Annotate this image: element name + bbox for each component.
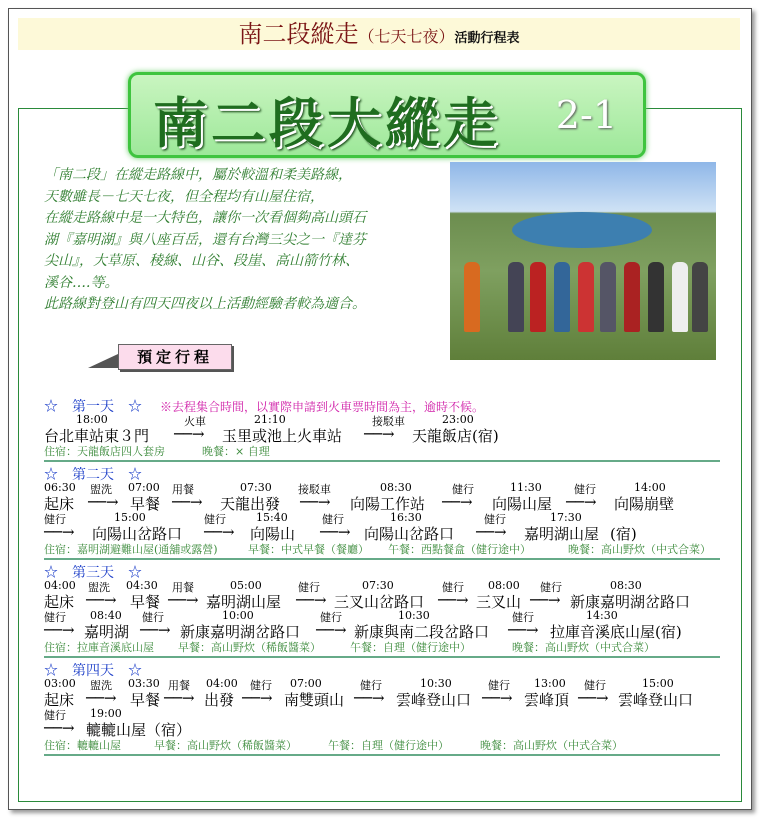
- route-item: ──→: [88, 493, 119, 511]
- time-label: 15:40: [256, 511, 288, 524]
- meal-item: 住宿：拉庫音溪底山屋: [44, 641, 154, 654]
- day-divider: [44, 656, 720, 658]
- route-item: ──→: [476, 523, 507, 541]
- hiker: [508, 262, 524, 332]
- route-item: 玉里或池上火車站: [222, 427, 343, 445]
- route-item: ──→: [364, 425, 395, 443]
- time-label: 健行: [44, 611, 66, 624]
- time-label: 健行: [540, 581, 562, 594]
- route-item: 拉庫音溪底山屋(宿): [550, 623, 682, 641]
- time-label: 07:00: [128, 481, 160, 494]
- hiker: [578, 262, 594, 332]
- route-item: ──→: [354, 689, 385, 707]
- lake-shape: [512, 212, 652, 248]
- time-label: 10:00: [222, 609, 254, 622]
- route-item: 三叉山: [476, 593, 522, 611]
- route-item: 起床: [44, 593, 75, 611]
- route-item: 新康與南二段岔路口: [354, 623, 490, 641]
- time-label: 健行: [484, 513, 506, 526]
- time-label: 盥洗: [90, 679, 112, 692]
- day-title: ☆ 第一天 ☆: [44, 399, 142, 415]
- route-item: 早餐: [130, 691, 161, 709]
- time-label: 18:00: [76, 413, 108, 426]
- day-heading: [44, 396, 734, 413]
- route-item: ──→: [508, 621, 539, 639]
- intro-line: 「南二段」在縱走路線中，屬於較溫和柔美路線，: [44, 167, 352, 183]
- time-label: 用餐: [168, 679, 190, 692]
- time-label: 健行: [320, 611, 342, 624]
- route-item: (宿): [610, 525, 637, 543]
- route-item: 嘉明湖山屋: [524, 525, 600, 543]
- route-item: 向陽崩壁: [614, 495, 675, 513]
- meal-item: 午餐：自理（健行途中）: [350, 641, 471, 654]
- day-divider: [44, 754, 720, 756]
- route-item: 三叉山岔路口: [334, 593, 425, 611]
- route-row: [44, 493, 734, 511]
- route-item: ──→: [578, 689, 609, 707]
- header-subtitle: 活動行程表: [454, 31, 520, 46]
- time-label: 15:00: [114, 511, 146, 524]
- meal-item: 晚餐：高山野炊（中式合菜）: [480, 739, 623, 752]
- time-label: 21:10: [254, 413, 286, 426]
- route-item: 南雙頭山: [284, 691, 345, 709]
- route-item: 台北車站東３門: [44, 427, 150, 445]
- route-item: 向陽山岔路口: [364, 525, 455, 543]
- time-label: 健行: [250, 679, 272, 692]
- route-item: ──→: [242, 689, 273, 707]
- time-label: 健行: [584, 679, 606, 692]
- route-item: 轆轆山屋（宿）: [86, 721, 192, 739]
- intro-text: [44, 165, 424, 316]
- route-item: 雲峰登山口: [618, 691, 694, 709]
- tag-arrow: [88, 354, 118, 368]
- day-heading: [44, 660, 734, 677]
- banner-title: 南二段大縱走: [153, 91, 501, 155]
- time-label: 健行: [298, 581, 320, 594]
- intro-line: 湖『嘉明湖』與八座百岳，還有台灣三尖之一『達芬: [44, 231, 366, 248]
- time-label: 16:30: [390, 511, 422, 524]
- day-title: ☆ 第四天 ☆: [44, 663, 142, 679]
- day-heading: [44, 464, 734, 481]
- time-label: 19:00: [90, 707, 122, 720]
- route-item: ──→: [438, 591, 469, 609]
- route-item: ──→: [174, 425, 205, 443]
- hiker: [624, 262, 640, 332]
- route-row: [44, 621, 734, 639]
- route-item: ──→: [44, 621, 75, 639]
- hiker: [464, 262, 480, 332]
- meal-item: 早餐：高山野炊（稀飯醬菜）: [154, 739, 297, 752]
- day-divider: [44, 558, 720, 560]
- route-item: ──→: [44, 523, 75, 541]
- route-item: 雲峰登山口: [396, 691, 472, 709]
- route-row: [44, 719, 734, 737]
- meal-item: 午餐：西點餐盒（健行途中）: [388, 543, 531, 556]
- route-item: 早餐: [130, 593, 161, 611]
- schedule: [44, 396, 734, 758]
- route-item: ──→: [164, 689, 195, 707]
- time-label: 健行: [322, 513, 344, 526]
- route-item: 起床: [44, 691, 75, 709]
- time-label: 05:00: [230, 579, 262, 592]
- time-label: 健行: [442, 581, 464, 594]
- route-item: ──→: [530, 591, 561, 609]
- time-label: 盥洗: [90, 483, 112, 496]
- meal-row: [44, 737, 734, 752]
- time-label: 健行: [204, 513, 226, 526]
- day-title: ☆ 第三天 ☆: [44, 565, 142, 581]
- time-label: 健行: [452, 483, 474, 496]
- route-item: ──→: [86, 591, 117, 609]
- route-item: ──→: [44, 719, 75, 737]
- time-label: 08:40: [90, 609, 122, 622]
- meal-item: 早餐：高山野炊（稀飯醬菜）: [178, 641, 321, 654]
- route-item: ──→: [296, 591, 327, 609]
- meal-row: [44, 639, 734, 654]
- hiker: [530, 262, 546, 332]
- intro-line: 在縱走路線中是一大特色，讓你一次看個夠高山頭石: [44, 210, 366, 226]
- meal-item: 住宿：轆轆山屋: [44, 739, 121, 752]
- time-label: 06:30: [44, 481, 76, 494]
- route-item: 向陽山屋: [492, 495, 553, 513]
- route-item: 雲峰頂: [524, 691, 570, 709]
- time-row: [44, 609, 734, 624]
- route-item: 新康嘉明湖岔路口: [180, 623, 301, 641]
- route-item: ──→: [204, 523, 235, 541]
- time-label: 03:30: [128, 677, 160, 690]
- banner: [128, 72, 646, 158]
- time-label: 07:30: [240, 481, 272, 494]
- time-label: 11:30: [510, 481, 542, 494]
- route-item: 嘉明湖山屋: [206, 593, 282, 611]
- day-divider: [44, 460, 720, 462]
- route-item: 嘉明湖: [84, 623, 130, 641]
- time-label: 10:30: [420, 677, 452, 690]
- route-item: ──→: [140, 621, 171, 639]
- time-label: 健行: [488, 679, 510, 692]
- time-label: 健行: [512, 611, 534, 624]
- meal-item: 住宿：嘉明湖避難山屋(通舖或露營): [44, 543, 218, 556]
- time-label: 23:00: [442, 413, 474, 426]
- route-item: 向陽山岔路口: [92, 525, 183, 543]
- time-label: 用餐: [172, 581, 194, 594]
- time-label: 10:30: [398, 609, 430, 622]
- time-row: [44, 579, 734, 594]
- time-row: [44, 413, 734, 428]
- meal-row: [44, 541, 734, 556]
- meal-item: 午餐：自理（健行途中）: [328, 739, 449, 752]
- banner-part: 2-1: [555, 93, 617, 137]
- time-label: 14:00: [634, 481, 666, 494]
- time-label: 15:00: [642, 677, 674, 690]
- time-label: 火車: [184, 415, 206, 428]
- meal-item: 晚餐：× 自理: [202, 445, 270, 458]
- intro-line: 尖山』，大草原、稜線、山谷、段崖、高山箭竹林、: [44, 253, 359, 269]
- route-item: ──→: [168, 591, 199, 609]
- hiker: [600, 262, 616, 332]
- route-item: ──→: [316, 621, 347, 639]
- route-item: 早餐: [130, 495, 161, 513]
- route-item: ──→: [172, 493, 203, 511]
- time-label: 健行: [142, 611, 164, 624]
- day-title: ☆ 第二天 ☆: [44, 467, 142, 483]
- route-item: ──→: [300, 493, 331, 511]
- time-label: 健行: [574, 483, 596, 496]
- meal-item: 早餐：中式早餐（餐廳）: [248, 543, 369, 556]
- hiker: [554, 262, 570, 332]
- route-item: 向陽工作站: [350, 495, 426, 513]
- route-item: ──→: [320, 523, 351, 541]
- schedule-tag: [88, 344, 236, 372]
- time-label: 13:00: [534, 677, 566, 690]
- route-item: 天龍出發: [220, 495, 281, 513]
- route-item: 天龍飯店(宿): [412, 427, 499, 445]
- route-item: ──→: [86, 689, 117, 707]
- time-label: 08:30: [610, 579, 642, 592]
- meal-item: 晚餐：高山野炊（中式合菜）: [512, 641, 655, 654]
- route-item: 新康嘉明湖岔路口: [570, 593, 691, 611]
- header-paren: （七天七夜）: [358, 27, 455, 46]
- group-photo: [450, 162, 716, 360]
- hiker: [692, 262, 708, 332]
- time-label: 03:00: [44, 677, 76, 690]
- route-row: [44, 425, 734, 443]
- time-label: 07:00: [290, 677, 322, 690]
- day-heading: [44, 562, 734, 579]
- time-label: 盥洗: [88, 581, 110, 594]
- route-item: 向陽山: [250, 525, 296, 543]
- time-label: 健行: [44, 709, 66, 722]
- time-row: [44, 481, 734, 496]
- time-row: [44, 707, 734, 722]
- route-item: ──→: [566, 493, 597, 511]
- time-label: 14:30: [586, 609, 618, 622]
- intro-line: 溪谷….等。: [44, 274, 119, 291]
- time-label: 健行: [44, 513, 66, 526]
- time-label: 08:00: [488, 579, 520, 592]
- time-label: 04:00: [44, 579, 76, 592]
- time-label: 接駁車: [372, 415, 405, 428]
- route-item: ──→: [482, 689, 513, 707]
- time-label: 健行: [360, 679, 382, 692]
- tag-label: 預定行程: [118, 344, 232, 370]
- time-label: 08:30: [380, 481, 412, 494]
- meal-row: [44, 443, 734, 458]
- time-label: 04:00: [206, 677, 238, 690]
- route-item: ──→: [442, 493, 473, 511]
- route-row: [44, 591, 734, 609]
- route-item: 出發: [204, 691, 235, 709]
- meal-item: 晚餐：高山野炊（中式合菜）: [568, 543, 711, 556]
- time-label: 07:30: [362, 579, 394, 592]
- time-row: [44, 511, 734, 526]
- page-header: [18, 18, 740, 50]
- intro-line: 此路線對登山有四天四夜以上活動經驗者較為適合。: [44, 296, 366, 312]
- hiker: [648, 262, 664, 332]
- hiker: [672, 262, 688, 332]
- time-label: 04:30: [126, 579, 158, 592]
- time-row: [44, 677, 734, 692]
- time-label: 接駁車: [298, 483, 331, 496]
- route-row: [44, 689, 734, 707]
- meal-item: 住宿：天龍飯店四人套房: [44, 445, 165, 458]
- intro-line: 天數雖長－七天七夜，但全程均有山屋住宿，: [44, 188, 324, 205]
- header-title: 南二段縱走: [238, 20, 359, 48]
- day-note: ※去程集合時間，以實際申請到火車票時間為主，逾時不候。: [160, 400, 485, 414]
- time-label: 用餐: [172, 483, 194, 496]
- route-item: 起床: [44, 495, 75, 513]
- time-label: 17:30: [550, 511, 582, 524]
- route-row: [44, 523, 734, 541]
